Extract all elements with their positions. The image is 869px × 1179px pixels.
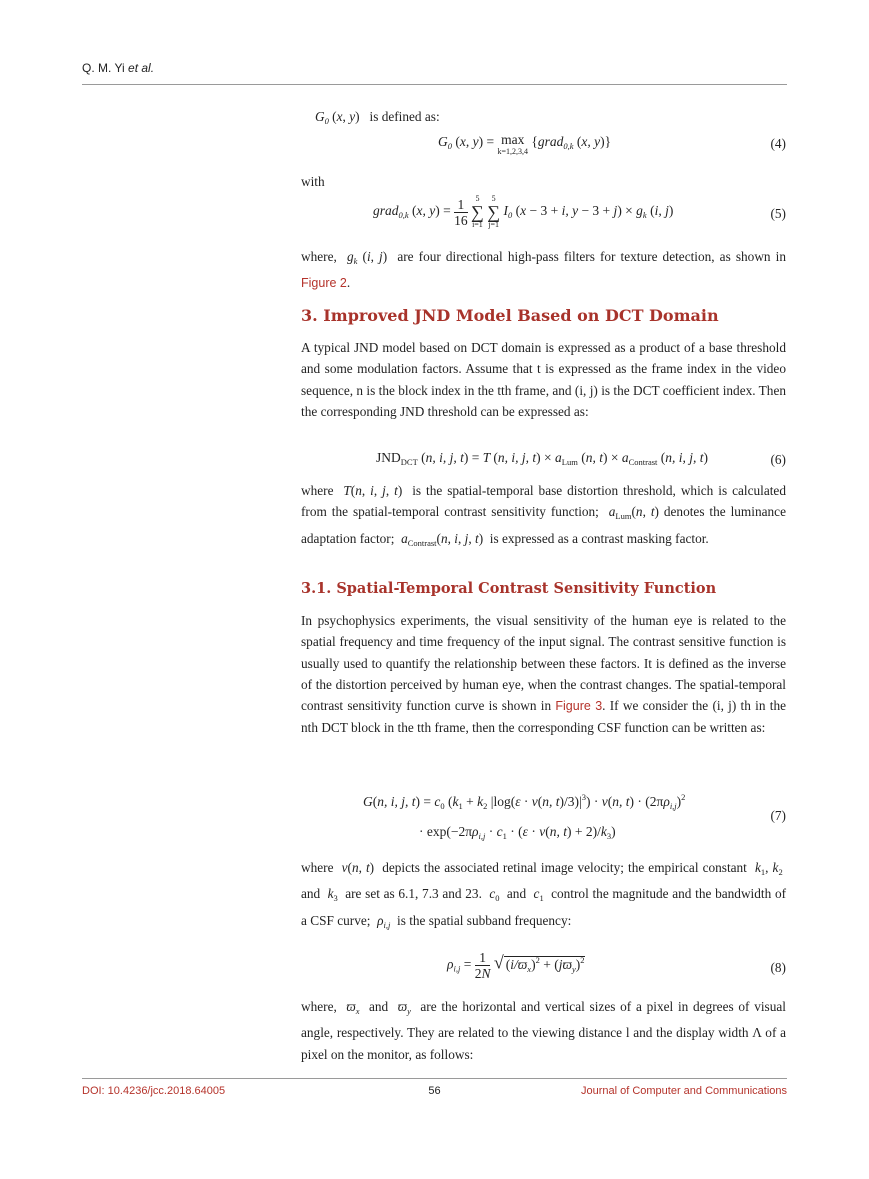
paragraph-with: with [301, 174, 325, 189]
paragraph-gk: where, $g_k$ (i, j) are four directional high-pass filters for texture detection, as shown in Figure 2. [301, 249, 786, 291]
equation-8: $\rho_{i,j}$ = $\frac{1}{2N}$ √ $(i/ϖ_x)^2 + (jϖ_y)^2$ (8) [447, 950, 786, 981]
running-header: Q. M. Yi et al. [82, 61, 155, 75]
equation-7: G(n, i, j, $t) = c_0$ ($k_1 + k_2$ |log(ε · ν(n, $t)/3)|^3) \cdot \nu(n$, $t) \cdot (2\pi\rho_{i,j})^2$ · $\exp(-2\pi\rho_{i,j} \cdot c_1 \cdot (\varepsilon \cdot \nu(n$, $t) + 2)/k_3$) (7) [363, 792, 786, 841]
figure-3-link[interactable]: Figure 3 [555, 699, 603, 714]
paragraph-section-3: A typical JND model based on DCT domain is expressed as a product of a base threshold and some modulation factors. Assume that t is expressed as the frame index in the video sequence, n is the block index in the tth frame, and (i, j) is the DCT coefficient index. Then the corresponding JND threshold can be expressed as: [301, 340, 786, 419]
header-rule [82, 84, 787, 85]
paragraph-where-T: where T(n, i, j, t) is the spatial-temporal base distortion threshold, which is calculated from the spatial-temporal contrast sensitivity function; $a_{Lum}(n$, t) denotes the luminance adaptation factor; $a_{Contrast}(n$, i, j, t) is expressed as a contrast masking factor. [301, 483, 786, 548]
paragraph-where-v: where ν(n, t) depicts the associated retinal image velocity; the empirical constant $k_1$, $k_2$ and $k_3$ are set as 6.1, 7.3 and 23. $c_0$ and $c_1$ control the magnitude and the bandwidth of a CSF curve; $\rho_{i,j}$ is the spatial subband frequency: [301, 860, 787, 930]
equation-6: $JND_{DCT}$ (n, i, j, t) = T (n, i, j, $t) \times a_{Lum}$ (n, $t) \times a_{Contrast}$ (n, i, j, t) (6) [376, 450, 786, 467]
page-number: 56 [428, 1085, 441, 1097]
paragraph-g0-intro: $G_0$ (x, y) is defined as: [315, 109, 440, 126]
figure-2-link[interactable]: Figure 2 [301, 276, 347, 291]
journal-name[interactable]: Journal of Computer and Communications [580, 1085, 787, 1097]
footer-rule [82, 1078, 787, 1079]
equation-4: $G_0$ (x, y) = max k=1,2,3,4 {grad$_{0,k}$ (x, y)} (4) [438, 132, 786, 156]
paragraph-where-w: where, $ϖ_x$ and $ϖ_y$ are the horizontal and vertical sizes of a pixel in degrees of visual angle, respectively. They are related to the viewing distance l and the display width Λ of a pixel on the monitor, as follows: [301, 999, 786, 1062]
section-3-heading: 3. Improved JND Model Based on DCT Domain [301, 306, 719, 325]
doi-link[interactable]: DOI: 10.4236/jcc.2018.64005 [82, 1085, 226, 1097]
page-footer [82, 1085, 787, 1101]
subsection-3-1-heading: 3.1. Spatial-Temporal Contrast Sensitivity Function [301, 580, 717, 597]
equation-5: grad$_{0,k}$ (x, y) = $\frac{1}{16}$ 5 ∑ i=1 5 ∑ j=1 $I_0$ (x − 3 + i, $y - 3 + j) \times g_k$ (i, j) (5) [373, 194, 786, 229]
paragraph-section-3-1: In psychophysics experiments, the visual sensitivity of the human eye is related to the spatial frequency and time frequency of the input signal. The contrast sensitive function is usually used to quantify the relationship between these factors. It is defined as the inverse of the distortion perceived by human eye, when the contrast changes. The spatial-temporal contrast sensitivity function curve is shown in Figure 3. If we consider the (i, j) th in the nth DCT block in the tth frame, then the corresponding CSF function can be written as: [301, 613, 786, 736]
